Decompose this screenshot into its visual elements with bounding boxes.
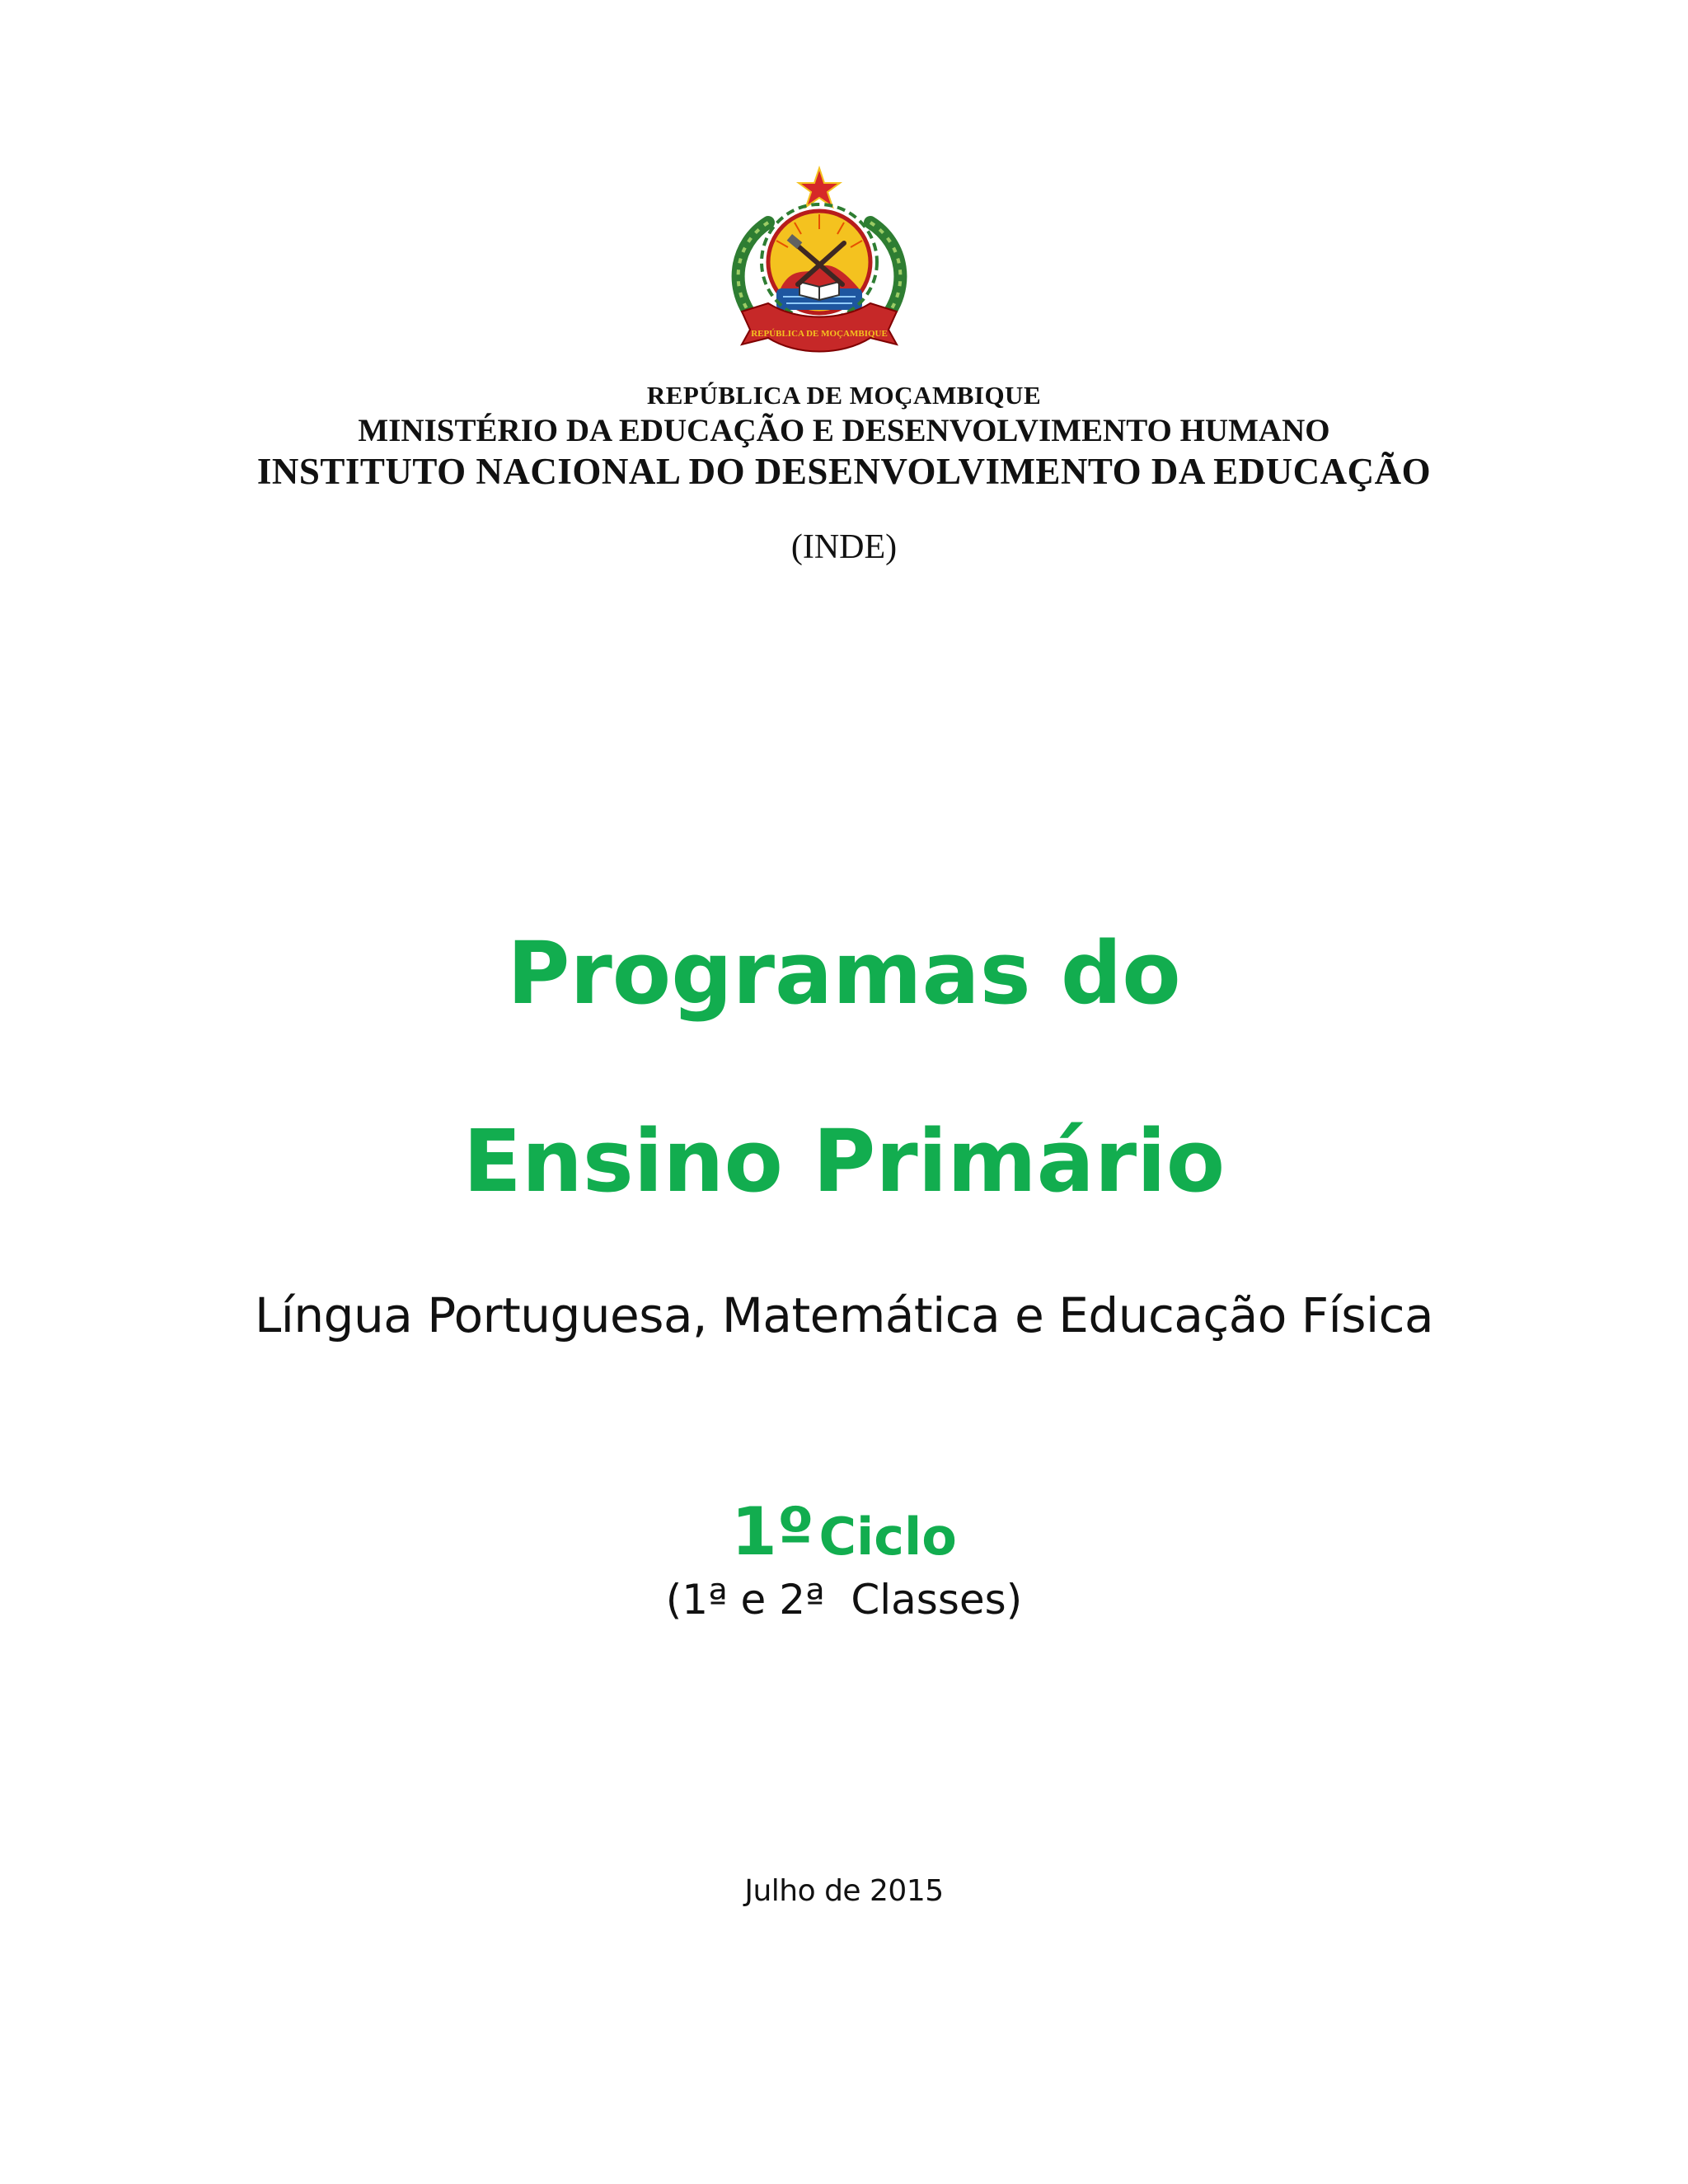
cycle-number: 1º (731, 1493, 814, 1570)
institute-acronym: (INDE) (790, 528, 898, 566)
institute-heading: INSTITUTO NACIONAL DO DESENVOLVIMENTO DA EDUCAÇÃO (256, 451, 1432, 492)
cycle-heading (0, 1493, 1688, 1570)
publication-date: Julho de 2015 (744, 1874, 944, 1908)
classes-subheading: (1ª e 2ª Classes) (665, 1576, 1023, 1624)
coat-of-arms-emblem (719, 165, 920, 356)
emblem-ribbon-text: REPÚBLICA DE MOÇAMBIQUE (751, 329, 888, 339)
document-title-line-1: Programas do (507, 923, 1181, 1024)
ministry-heading: MINISTÉRIO DA EDUCAÇÃO E DESENVOLVIMENTO HUMANO (358, 413, 1330, 448)
subjects-subtitle: Língua Portuguesa, Matemática e Educação Física (254, 1287, 1433, 1343)
document-title-line-2: Ensino Primário (462, 1111, 1226, 1212)
star-icon (799, 168, 840, 207)
cycle-word: Ciclo (818, 1507, 957, 1567)
republic-heading: REPÚBLICA DE MOÇAMBIQUE (646, 381, 1042, 410)
